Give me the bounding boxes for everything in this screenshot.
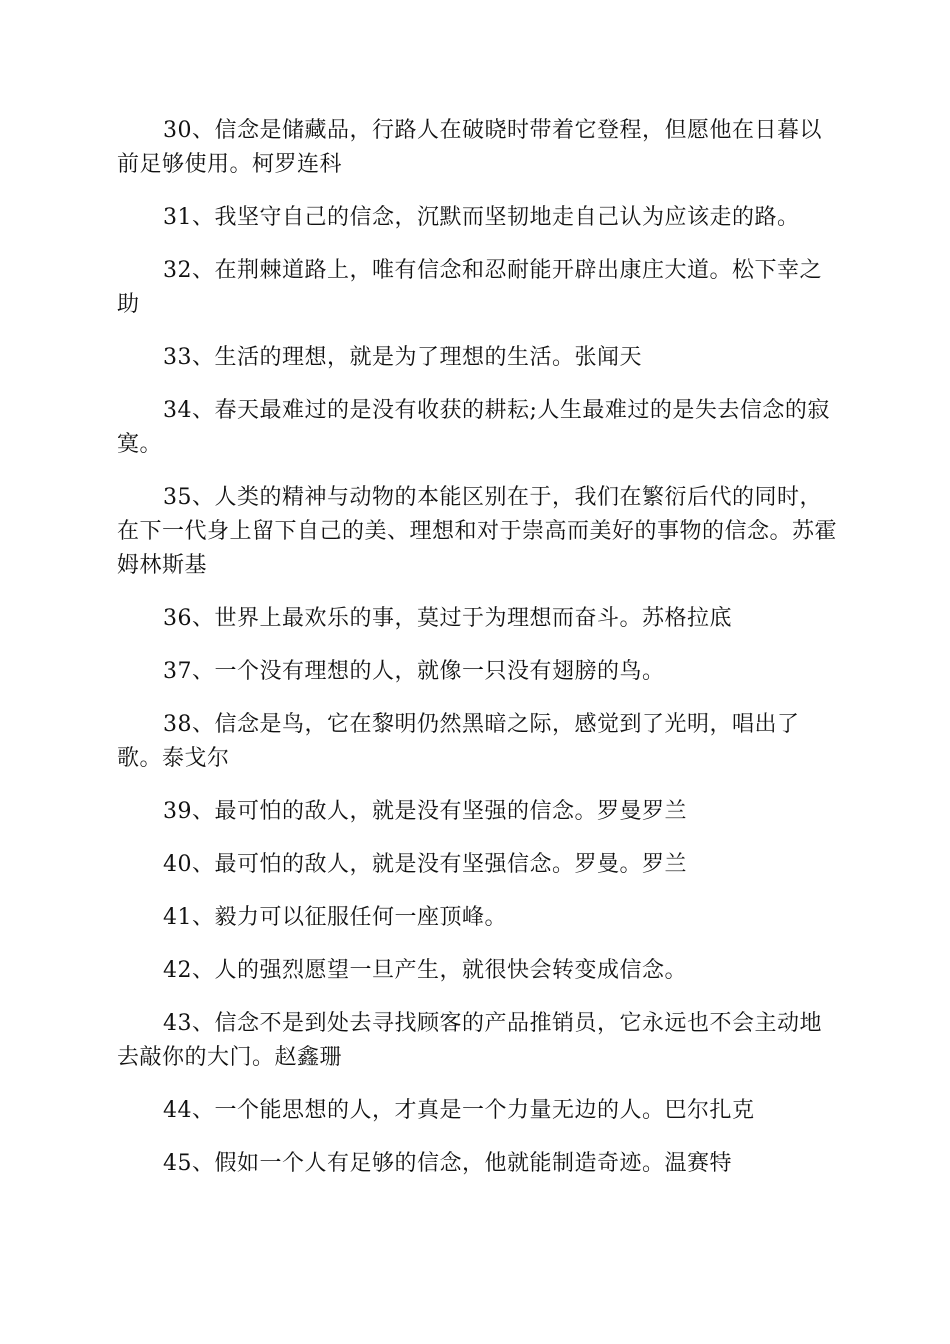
- quote-text: 44、一个能思想的人，才真是一个力量无边的人。巴尔扎克: [163, 1098, 755, 1123]
- quote-paragraph: [117, 708, 837, 776]
- quote-paragraph: [117, 602, 837, 636]
- quote-paragraph: [117, 655, 837, 689]
- quote-text: 43、信念不是到处去寻找顾客的产品推销员，它永远也不会主动地去敲你的大门。赵鑫珊: [117, 1011, 822, 1070]
- quote-paragraph: [117, 1147, 837, 1181]
- quote-paragraph: [117, 848, 837, 882]
- quote-paragraph: [117, 795, 837, 829]
- quote-paragraph: [117, 201, 837, 235]
- quote-paragraph: [117, 1094, 837, 1128]
- quote-paragraph: [117, 341, 837, 375]
- quote-text: 38、信念是鸟，它在黎明仍然黑暗之际，感觉到了光明，唱出了歌。泰戈尔: [117, 712, 800, 771]
- quote-paragraph: [117, 254, 837, 322]
- quote-text: 40、最可怕的敌人，就是没有坚强信念。罗曼。罗兰: [163, 852, 687, 877]
- quote-paragraph: [117, 901, 837, 935]
- quote-text: 37、一个没有理想的人，就像一只没有翅膀的鸟。: [163, 659, 665, 684]
- quote-text: 33、生活的理想，就是为了理想的生活。张闻天: [163, 345, 642, 370]
- quote-paragraph: [117, 114, 837, 182]
- quote-list: [117, 114, 837, 1200]
- quote-paragraph: [117, 481, 837, 583]
- quote-text: 30、信念是储藏品，行路人在破晓时带着它登程，但愿他在日暮以前足够使用。柯罗连科: [117, 118, 822, 177]
- quote-text: 36、世界上最欢乐的事，莫过于为理想而奋斗。苏格拉底: [163, 606, 732, 631]
- quote-text: 35、人类的精神与动物的本能区别在于，我们在繁衍后代的同时，在下一代身上留下自己的美、理想和对于崇高而美好的事物的信念。苏霍姆林斯基: [117, 485, 838, 578]
- quote-text: 31、我坚守自己的信念，沉默而坚韧地走自己认为应该走的路。: [163, 205, 800, 230]
- quote-text: 34、春天最难过的是没有收获的耕耘;人生最难过的是失去信念的寂寞。: [117, 398, 830, 457]
- quote-text: 39、最可怕的敌人，就是没有坚强的信念。罗曼罗兰: [163, 799, 687, 824]
- quote-text: 32、在荆棘道路上，唯有信念和忍耐能开辟出康庄大道。松下幸之助: [117, 258, 822, 317]
- quote-paragraph: [117, 1007, 837, 1075]
- quote-text: 45、假如一个人有足够的信念，他就能制造奇迹。温赛特: [163, 1151, 732, 1176]
- quote-text: 42、人的强烈愿望一旦产生，就很快会转变成信念。: [163, 958, 687, 983]
- quote-paragraph: [117, 954, 837, 988]
- quote-paragraph: [117, 394, 837, 462]
- quote-text: 41、毅力可以征服任何一座顶峰。: [163, 905, 507, 930]
